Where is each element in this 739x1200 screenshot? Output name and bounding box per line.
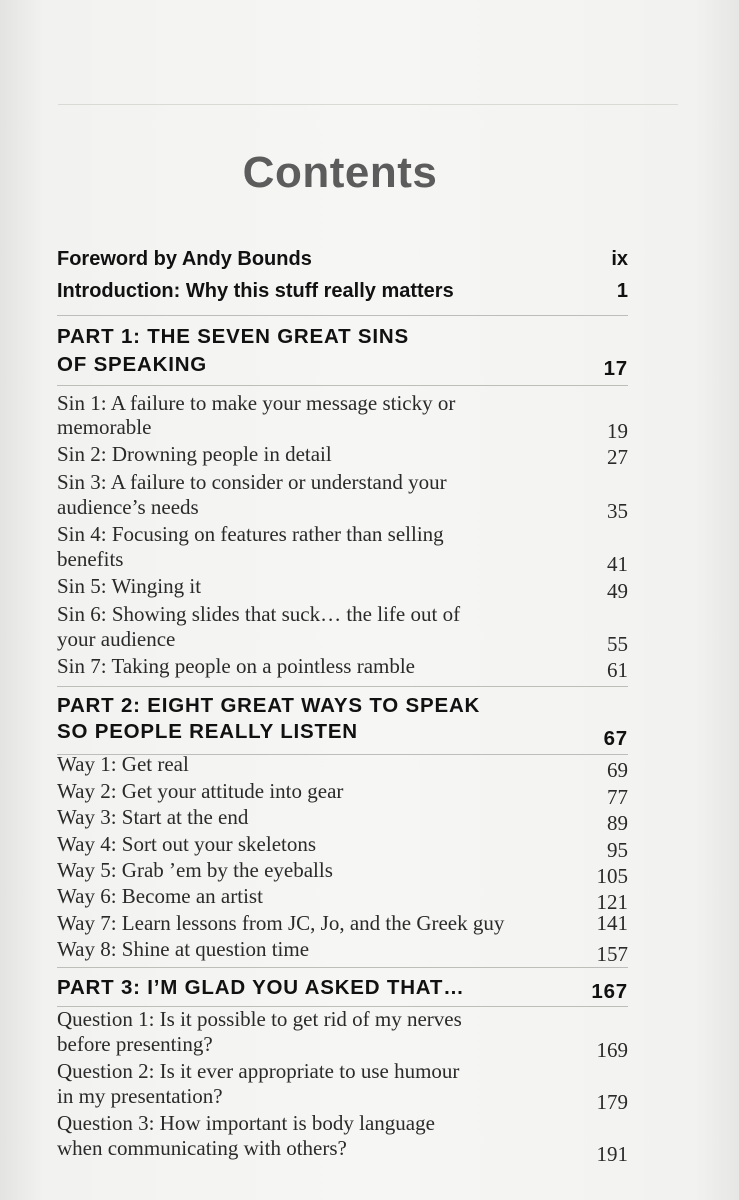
toc-page-sin-5: 49: [607, 579, 628, 603]
section-divider: [57, 686, 628, 687]
toc-page-way-3: 89: [607, 811, 628, 835]
toc-page-way-5: 105: [596, 864, 628, 888]
part-2-page: 67: [603, 727, 628, 750]
part-3-page: 167: [591, 980, 628, 1003]
part-1-page: 17: [603, 357, 628, 380]
toc-page-foreword: ix: [611, 248, 628, 270]
toc-entry-sin-6-cont: your audience: [57, 627, 176, 651]
toc-page-way-8: 157: [596, 942, 628, 966]
toc-page-way-2: 77: [607, 785, 628, 809]
toc-entry-question-2: Question 2: Is it ever appropriate to use humour: [57, 1059, 460, 1083]
toc-page-sin-4: 41: [607, 552, 628, 576]
part-3-heading: PART 3: I’M GLAD YOU ASKED THAT…: [57, 976, 465, 999]
toc-entry-way-8: Way 8: Shine at question time: [57, 937, 310, 961]
toc-page-question-3: 191: [596, 1142, 628, 1166]
toc-entry-sin-1-cont: memorable: [57, 415, 152, 439]
toc-entry-question-2-cont: in my presentation?: [57, 1084, 223, 1108]
header-rule: [58, 104, 678, 105]
toc-page-sin-1: 19: [607, 419, 628, 443]
toc-page-introduction: 1: [616, 280, 628, 302]
section-divider: [57, 385, 628, 386]
toc-entry-sin-5: Sin 5: Winging it: [57, 574, 202, 598]
toc-entry-way-4: Way 4: Sort out your skeletons: [57, 832, 317, 856]
toc-entry-sin-3: Sin 3: A failure to consider or understand your: [57, 470, 447, 494]
section-divider: [57, 315, 628, 316]
toc-entry-sin-4-cont: benefits: [57, 547, 124, 571]
toc-page-sin-6: 55: [607, 632, 628, 656]
toc-page-sin-7: 61: [607, 658, 628, 682]
toc-page-question-2: 179: [596, 1090, 628, 1114]
toc-entry-sin-1: Sin 1: A failure to make your message sticky or: [57, 391, 456, 415]
toc-entry-foreword: Foreword by Andy Bounds: [57, 248, 312, 270]
toc-entry-sin-4: Sin 4: Focusing on features rather than selling: [57, 522, 444, 546]
page-title: Contents: [242, 148, 438, 197]
toc-entry-question-1-cont: before presenting?: [57, 1032, 213, 1056]
toc-entry-sin-2: Sin 2: Drowning people in detail: [57, 442, 332, 466]
toc-page-question-1: 169: [596, 1038, 628, 1062]
part-1-heading-line2: OF SPEAKING: [57, 353, 208, 376]
toc-page-way-7: 141: [596, 911, 628, 935]
toc-entry-question-3: Question 3: How important is body language: [57, 1111, 435, 1135]
toc-entry-introduction: Introduction: Why this stuff really matters: [57, 280, 454, 302]
toc-entry-sin-3-cont: audience’s needs: [57, 495, 199, 519]
part-2-heading-line2: SO PEOPLE REALLY LISTEN: [57, 720, 358, 743]
part-2-heading-line1: PART 2: EIGHT GREAT WAYS TO SPEAK: [57, 694, 481, 717]
toc-entry-way-6: Way 6: Become an artist: [57, 884, 263, 908]
toc-entry-way-7-row: [57, 910, 628, 936]
toc-page-sin-2: 27: [607, 445, 628, 469]
toc-entry-question-1: Question 1: Is it possible to get rid of my nerves: [57, 1007, 462, 1031]
toc-entry-way-3: Way 3: Start at the end: [57, 805, 249, 829]
section-divider: [57, 967, 628, 968]
toc-entry-way-5: Way 5: Grab ’em by the eyeballs: [57, 858, 333, 882]
toc-entry-question-3-cont: when communicating with others?: [57, 1136, 347, 1160]
toc-page-sin-3: 35: [607, 499, 628, 523]
toc-entry-way-7: Way 7: Learn lessons from JC, Jo, and the Greek guy: [57, 911, 505, 935]
toc-page-way-1: 69: [607, 758, 628, 782]
toc-page-way-4: 95: [607, 838, 628, 862]
toc-entry-way-2: Way 2: Get your attitude into gear: [57, 779, 344, 803]
part-1-heading-line1: PART 1: THE SEVEN GREAT SINS: [57, 325, 409, 348]
toc-entry-sin-6: Sin 6: Showing slides that suck… the life out of: [57, 602, 461, 626]
toc-page-way-6: 121: [596, 890, 628, 914]
toc-entry-sin-7: Sin 7: Taking people on a pointless ramble: [57, 654, 416, 678]
toc-entry-way-1: Way 1: Get real: [57, 752, 189, 776]
